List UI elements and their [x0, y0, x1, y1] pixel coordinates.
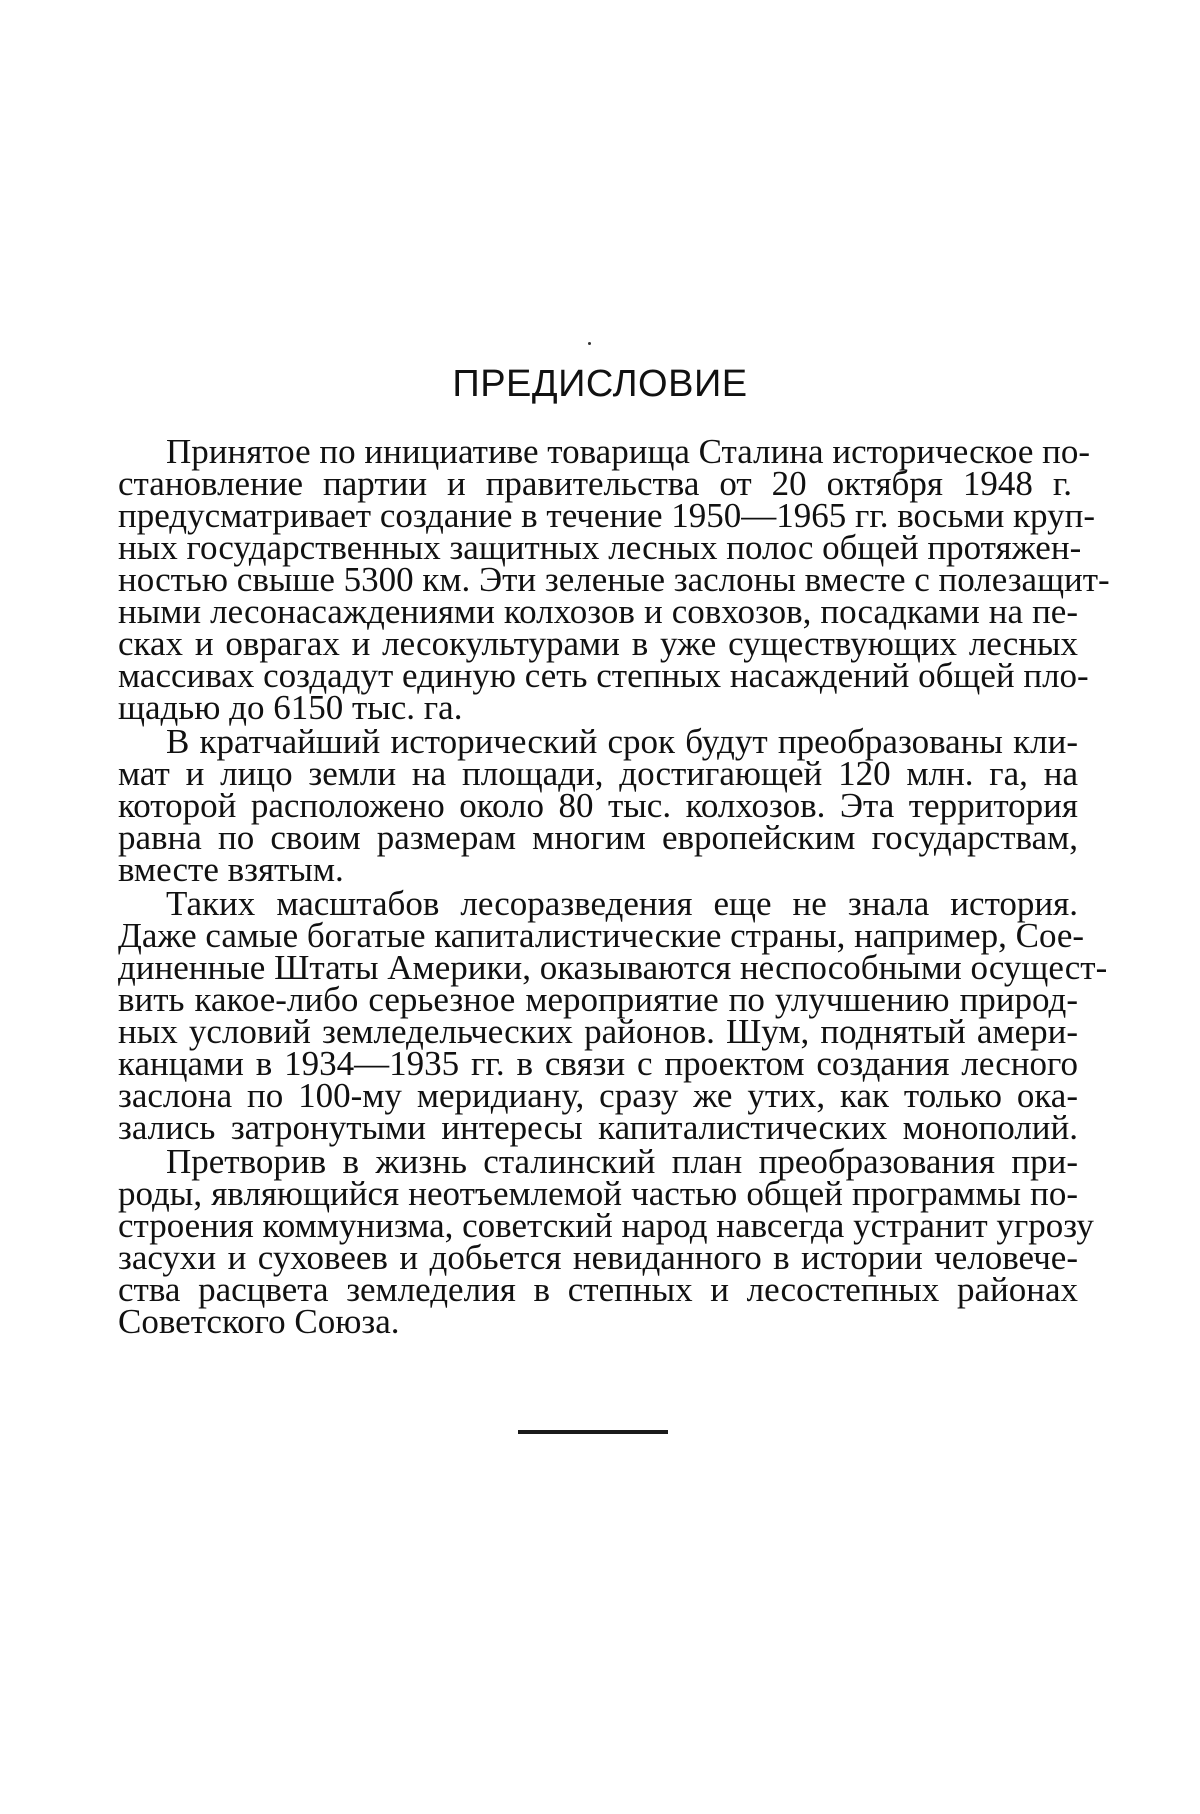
text-line: Принятое по инициативе товарища Сталина историческое по-	[166, 432, 1091, 471]
text-line: В кратчайший исторический срок будут преобразованы кли-	[166, 722, 1078, 761]
text-line: Советского Союза.	[118, 1302, 400, 1341]
text-line: строения коммунизма, советский народ навсегда устранит угрозу	[118, 1206, 1094, 1245]
text-line: которой расположено около 80 тыс. колхозов. Эта территория	[118, 786, 1078, 825]
text-line: ных государственных защитных лесных полос общей протяжен-	[118, 528, 1082, 567]
text-line: Даже самые богатые капиталистические страны, например, Сое-	[118, 916, 1085, 955]
text-line: вить какое-либо серьезное мероприятие по улучшению природ-	[118, 980, 1078, 1019]
text-line: ностью свыше 5300 км. Эти зеленые заслоны вместе с полезащит-	[118, 560, 1110, 599]
text-line: канцами в 1934—1935 гг. в связи с проектом создания лесного	[118, 1044, 1078, 1083]
text-line: заслона по 100-му меридиану, сразу же утих, как только ока-	[118, 1076, 1078, 1115]
text-line: диненные Штаты Америки, оказываются неспособными осущест-	[118, 948, 1108, 987]
text-line: вместе взятым.	[118, 850, 344, 889]
text-line: ных условий земледельческих районов. Шум, поднятый амери-	[118, 1012, 1078, 1051]
text-line: засухи и суховеев и добьется невиданного в истории человече-	[118, 1238, 1078, 1277]
text-line: предусматривает создание в течение 1950—1965 гг. восьми круп-	[118, 496, 1095, 535]
text-line: сках и оврагах и лесокультурами в уже существующих лесных	[118, 624, 1078, 663]
ink-speck	[588, 342, 591, 345]
text-line: Таких масштабов лесоразведения еще не знала история.	[166, 884, 1078, 923]
text-line: ными лесонасаждениями колхозов и совхозов, посадками на пе-	[118, 592, 1078, 631]
text-line: ства расцвета земледелия в степных и лесостепных районах	[118, 1270, 1078, 1309]
text-line: зались затронутыми интересы капиталистических монополий.	[118, 1108, 1078, 1147]
end-rule	[518, 1430, 668, 1434]
text-line: роды, являющийся неотъемлемой частью общей программы по-	[118, 1174, 1078, 1213]
text-line: мат и лицо земли на площади, достигающей 120 млн. га, на	[118, 754, 1078, 793]
text-line: щадью до 6150 тыс. га.	[118, 688, 463, 727]
text-line: Претворив в жизнь сталинский план преобразования при-	[166, 1142, 1078, 1181]
text-line: равна по своим размерам многим европейским государствам,	[118, 818, 1078, 857]
text-line: массивах создадут единую сеть степных насаждений общей пло-	[118, 656, 1089, 695]
text-line: становление партии и правительства от 20 октября 1948 г.	[118, 464, 1072, 503]
page-title: ПРЕДИСЛОВИЕ	[452, 363, 748, 405]
